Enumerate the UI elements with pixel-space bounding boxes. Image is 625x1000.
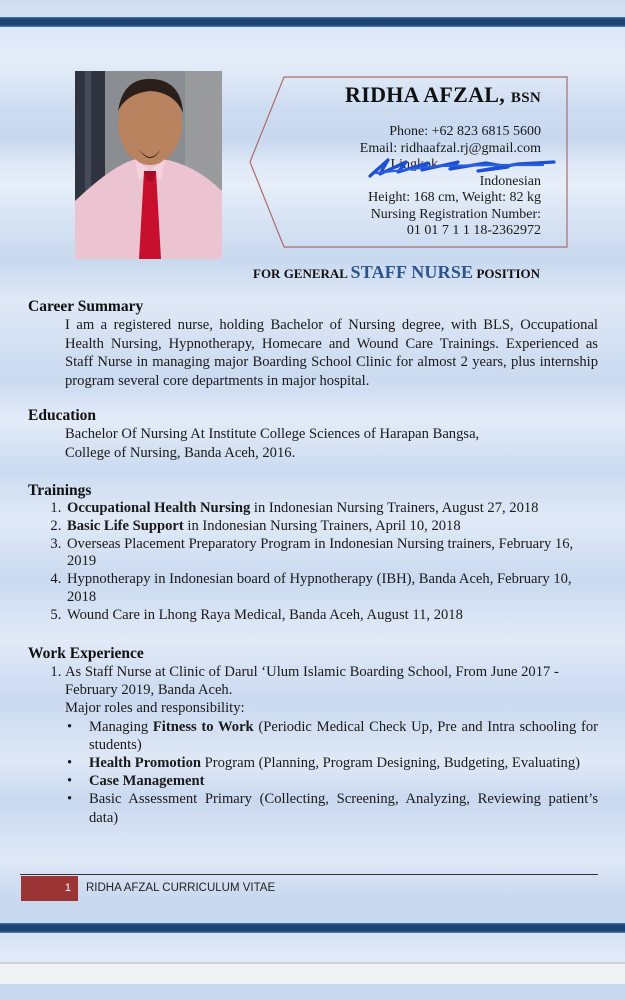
role-text: Managing	[89, 718, 153, 735]
education-section	[28, 407, 598, 462]
bottom-divider-bar	[0, 923, 625, 933]
position-prefix: FOR GENERAL	[253, 266, 348, 281]
training-detail: Overseas Placement Preparatory Program in Indonesian Nursing trainers, February 16, 2019	[67, 535, 574, 570]
job-title: 1. As Staff Nurse at Clinic of Darul ‘Ulum Islamic Boarding School, From June 2017 - February 2019, Banda Aceh.	[65, 664, 559, 699]
name-text: RIDHA AFZAL,	[345, 82, 506, 107]
career-summary-text: I am a registered nurse, holding Bachelor of Nursing degree, with BLS, Occupational Health Nursing, Hypnotherapy, Homecare and Wound Care Trainings. Experienced as Staff Nurse in managing major Boarding School Clinic for almost 2 years, plus internship program several core departments in major hospital.	[65, 317, 598, 389]
applicant-name	[345, 82, 541, 111]
role-item	[89, 718, 598, 754]
training-item	[65, 518, 598, 536]
role-text: Program (Planning, Program Designing, Budgeting, Evaluating)	[201, 755, 580, 772]
education-heading: Education	[28, 407, 97, 424]
training-item	[65, 500, 598, 518]
career-summary-section	[28, 298, 598, 390]
role-text: (Periodic Medical Check Up, Pre and Intra schooling for students)	[89, 718, 598, 753]
position-suffix: POSITION	[476, 266, 541, 281]
roles-label: Major roles and responsibility:	[65, 700, 245, 717]
education-line-2: College of Nursing, Banda Aceh, 2016.	[65, 444, 296, 461]
training-item	[65, 607, 598, 625]
role-text: Basic Assessment Primary (Collecting, Screening, Analyzing, Reviewing patient’s data)	[89, 791, 598, 826]
training-name: Basic Life Support	[67, 517, 184, 534]
trainings-list	[28, 500, 598, 625]
work-experience-heading: Work Experience	[28, 645, 144, 662]
training-item	[65, 536, 598, 572]
role-bold: Case Management	[89, 773, 205, 790]
page-bottom-band	[0, 933, 625, 962]
trainings-section	[28, 482, 598, 625]
training-item	[65, 571, 598, 607]
training-name: Occupational Health Nursing	[67, 500, 251, 516]
page-number-badge: 1	[21, 876, 78, 901]
email-text: Email: ridhaafzal.rj@gmail.com	[359, 140, 541, 156]
nationality-text: Indonesian	[479, 173, 541, 189]
role-bold: Fitness to Work	[152, 718, 254, 735]
work-experience-section	[28, 645, 598, 827]
education-line-1: Bachelor Of Nursing At Institute College Sciences of Harapan Bangsa,	[65, 426, 480, 442]
role-item	[89, 790, 598, 826]
career-summary-heading: Career Summary	[28, 298, 144, 315]
credential-text: BSN	[510, 90, 541, 106]
roles-list	[65, 718, 598, 827]
registration-number: 01 01 7 1 1 18-2362972	[406, 223, 541, 238]
trainings-heading: Trainings	[28, 482, 92, 499]
training-detail: in Indonesian Nursing Trainers, April 10, 2018	[183, 517, 461, 534]
profile-photo	[75, 71, 222, 259]
footer-title: RIDHA AFZAL CURRICULUM VITAE	[86, 882, 276, 894]
address-text: Lingkok	[390, 157, 438, 172]
role-item	[89, 754, 598, 772]
top-divider-bar	[0, 17, 625, 27]
phone-text: Phone: +62 823 6815 5600	[389, 124, 541, 139]
training-detail: in Indonesian Nursing Trainers, August 27, 2018	[250, 500, 539, 516]
training-detail: Wound Care in Lhong Raya Medical, Banda Aceh, August 11, 2018	[67, 606, 463, 623]
next-page-top	[0, 984, 625, 1000]
portrait-image	[75, 71, 222, 259]
role-item	[89, 772, 598, 790]
job-item	[65, 663, 598, 827]
position-heading	[253, 262, 540, 283]
training-detail: Hypnotherapy in Indonesian board of Hypnotherapy (IBH), Banda Aceh, February 10, 2018	[67, 571, 572, 605]
work-list	[28, 663, 598, 827]
redaction-scribble	[318, 156, 558, 178]
page-gap	[0, 964, 625, 984]
position-title: STAFF NURSE	[350, 262, 474, 282]
footer-divider	[20, 874, 598, 875]
registration-label: Nursing Registration Number:	[370, 206, 541, 222]
role-bold: Health Promotion	[89, 755, 202, 772]
height-weight-text: Height: 168 cm, Weight: 82 kg	[368, 190, 541, 205]
